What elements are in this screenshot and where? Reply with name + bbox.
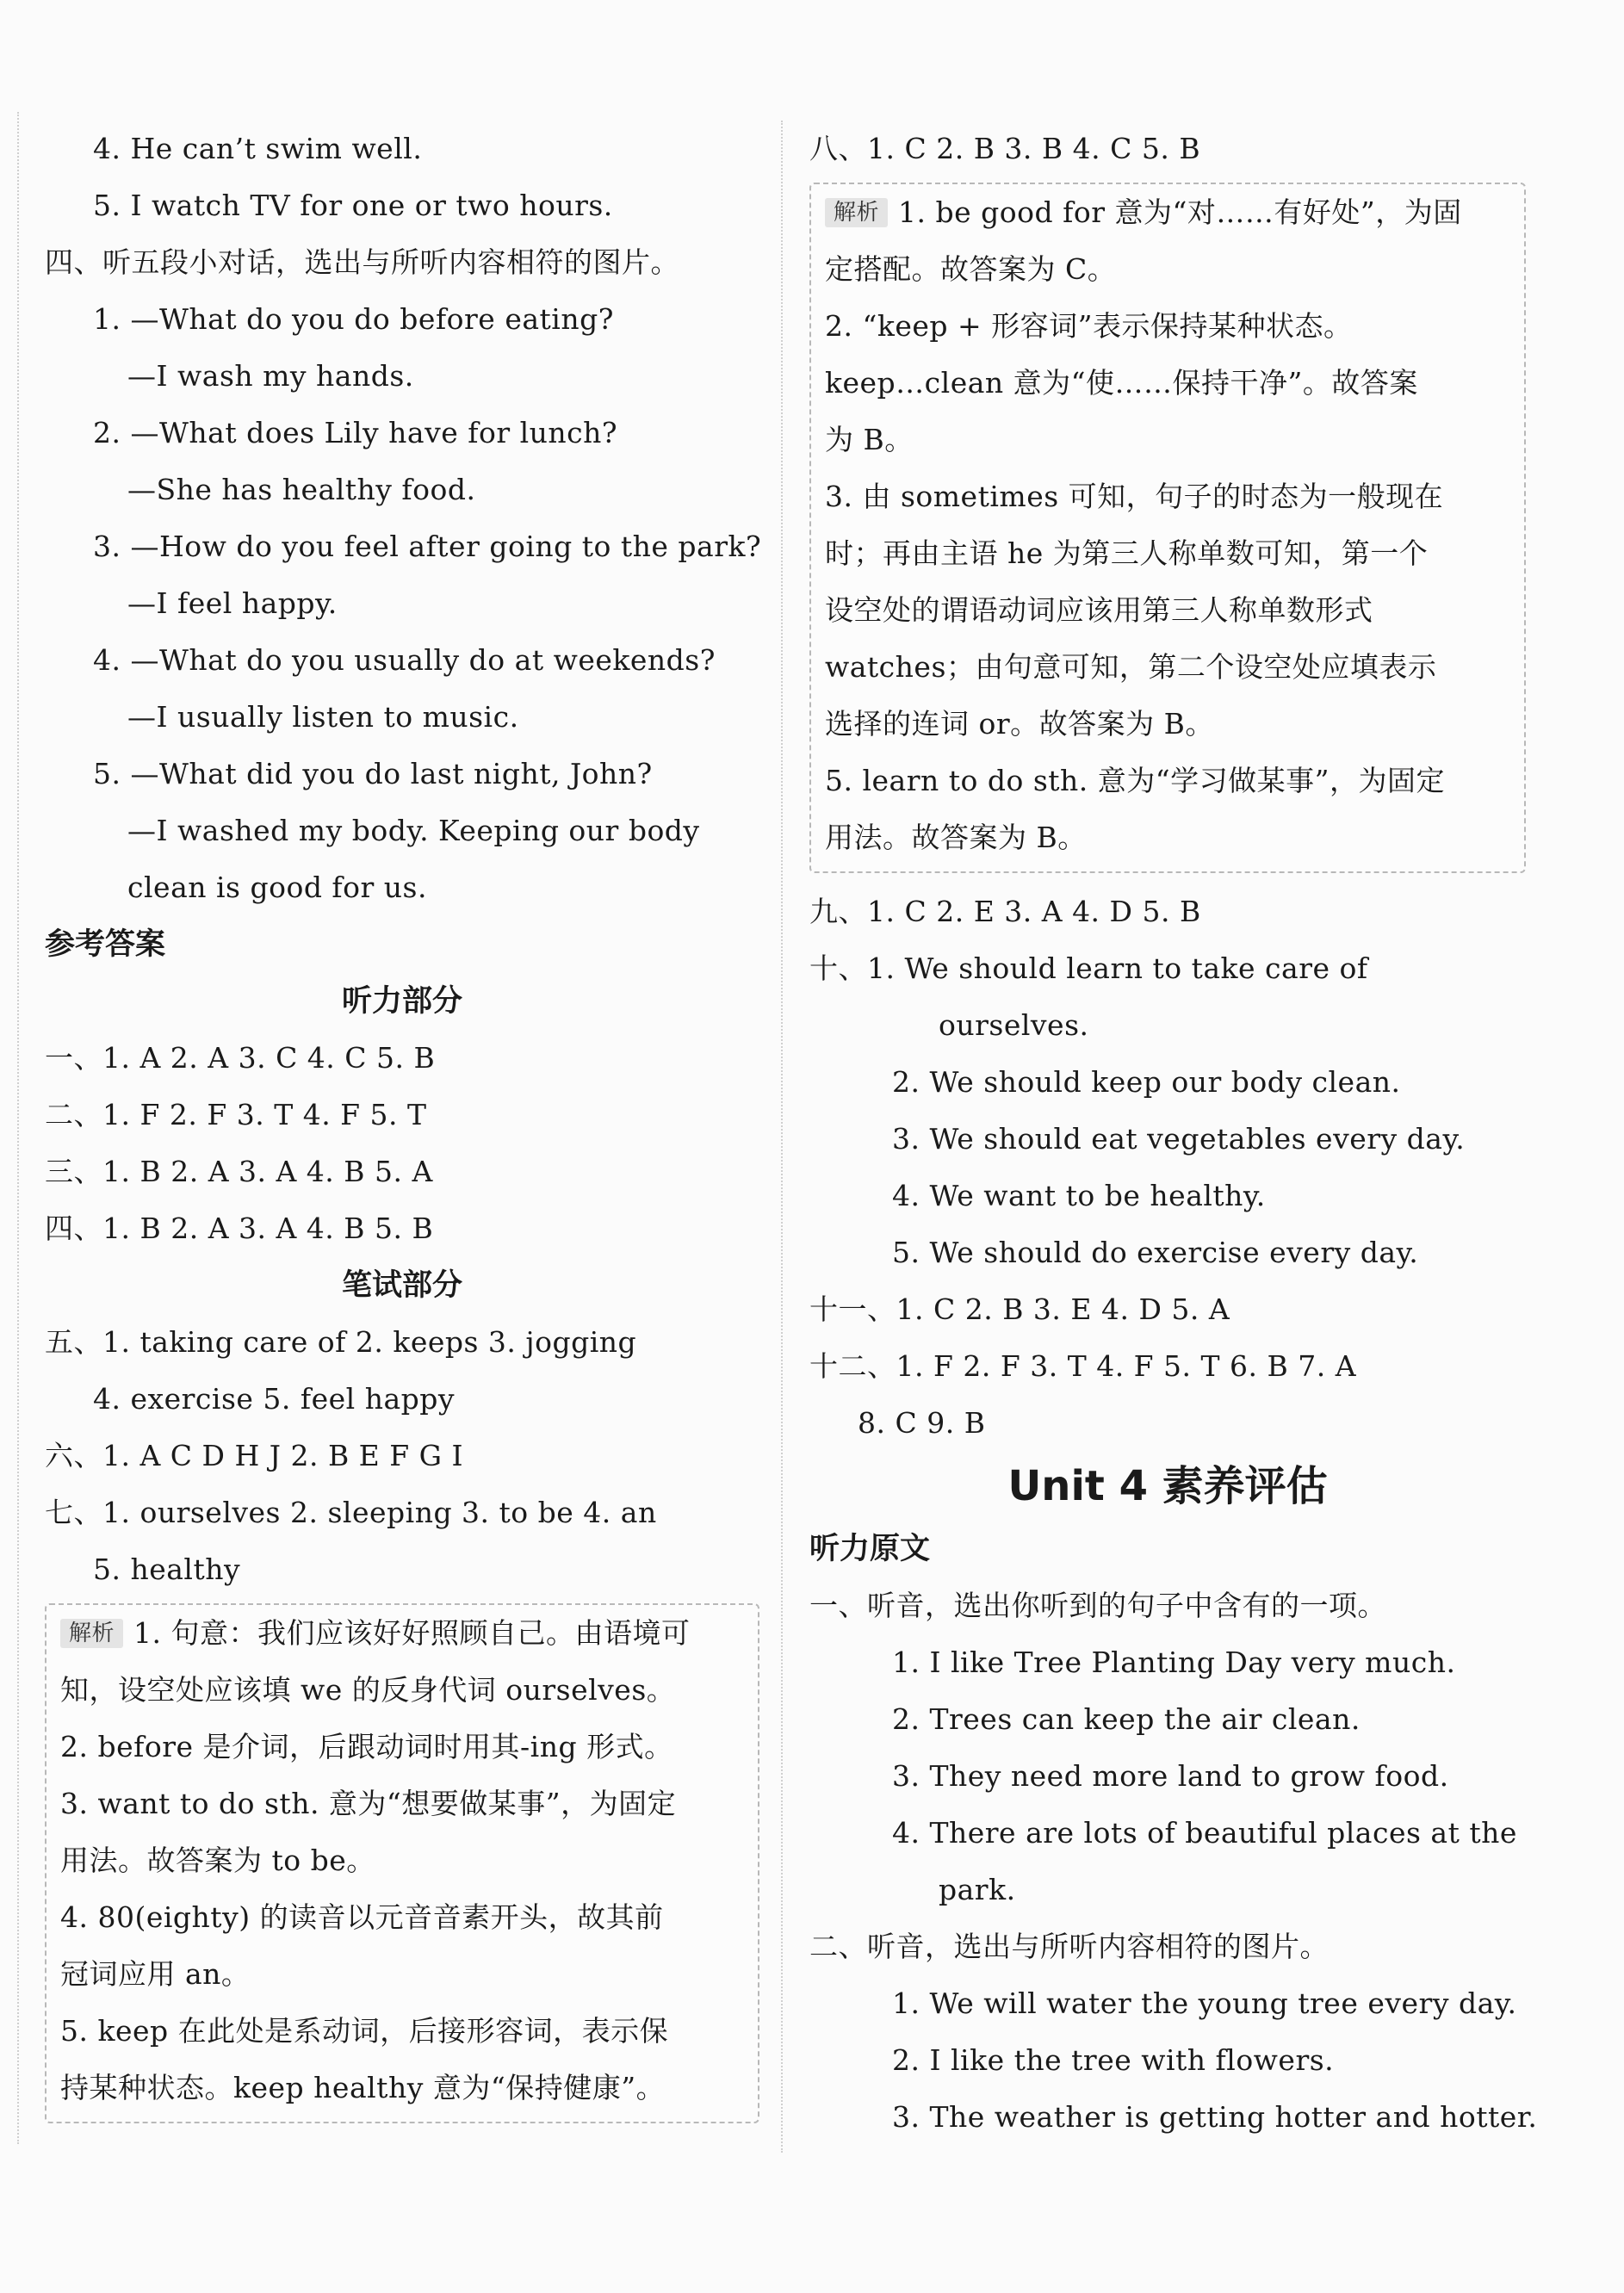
script-title: 听力原文 [809,1532,931,1566]
answer-row: 三、1. B 2. A 3. A 4. B 5. A [45,1155,433,1188]
left-column [45,121,762,2134]
answer-row: 四、1. B 2. A 3. A 4. B 5. B [45,1212,434,1245]
script-line: 3. The weather is getting hotter and hotter. [892,2100,1538,2134]
answer-row: 十一、1. C 2. B 3. E 4. D 5. A [809,1292,1230,1326]
answer-row: 五、1. taking care of 2. keeps 3. jogging [45,1325,637,1359]
answer-row: 十、1. We should learn to take care of [809,951,1368,985]
answer-row: 4. exercise 5. feel happy [93,1382,456,1416]
analysis-line: 时；再由主语 he 为第三人称单数可知，第一个 [825,536,1429,570]
answer-row: 十二、1. F 2. F 3. T 4. F 5. T 6. B 7. A [809,1349,1357,1383]
answer-row: 5. healthy [93,1552,241,1586]
answer-row: 一、1. A 2. A 3. C 4. C 5. B [45,1041,436,1075]
dialogue-question: 5. —What did you do last night, John? [93,757,653,790]
answer-row: 4. We want to be healthy. [892,1179,1266,1212]
analysis-line: 5. keep 在此处是系动词，后接形容词，表示保 [60,2014,669,2048]
analysis-line: 4. 80(eighty) 的读音以元音音素开头，故其前 [60,1900,664,1934]
answers-title: 参考答案 [45,927,166,962]
answer-row-cont: 8. C 9. B [858,1406,986,1440]
analysis-text: 1. be good for 意为“对……有好处”，为固 [898,195,1462,229]
script-line: 1. We will water the young tree every day. [892,1986,1517,2020]
transcript-line: 5. I watch TV for one or two hours. [93,189,613,222]
listening-head: 听力部分 [341,984,462,1019]
analysis-line: keep…clean 意为“使……保持干净”。故答案 [825,366,1418,400]
dialogue-question: 3. —How do you feel after going to the park? [93,530,762,563]
analysis-line: 选择的连词 or。故答案为 B。 [825,707,1214,741]
analysis-line: 用法。故答案为 B。 [825,821,1087,854]
analysis-line: 用法。故答案为 to be。 [60,1844,375,1877]
section-title: 四、听五段小对话，选出与所听内容相符的图片。 [45,245,679,279]
analysis-tag: 解析 [825,198,888,227]
dialogue-answer: —I usually listen to music. [127,700,519,734]
analysis-line: 为 B。 [825,423,914,456]
section-title: 二、听音，选出与所听内容相符的图片。 [809,1930,1329,1963]
analysis-tag: 解析 [60,1619,123,1648]
left-margin-rule [17,112,19,2144]
analysis-line: 5. learn to do sth. 意为“学习做某事”，为固定 [825,764,1446,797]
analysis-line: 持某种状态。keep healthy 意为“保持健康”。 [60,2071,666,2104]
column-divider [781,121,783,2153]
dialogue-question: 2. —What does Lily have for lunch? [93,416,618,449]
dialogue-answer: —I feel happy. [127,586,338,620]
answer-row: 六、1. A C D H J 2. B E F G I [45,1439,464,1472]
script-line: 3. They need more land to grow food. [892,1759,1449,1793]
script-line: 2. Trees can keep the air clean. [892,1702,1361,1736]
analysis-box [809,183,1526,873]
analysis-line [60,1605,744,1662]
analysis-line: 设空处的谓语动词应该用第三人称单数形式 [825,593,1373,627]
answer-row: 5. We should do exercise every day. [892,1236,1419,1269]
analysis-text: 1. 句意：我们应该好好照顾自己。由语境可 [133,1616,691,1650]
analysis-box [45,1603,759,2123]
analysis-line: 知，设空处应该填 we 的反身代词 ourselves。 [60,1673,676,1707]
script-line: 4. There are lots of beautiful places at the [892,1816,1517,1850]
analysis-line: watches；由句意可知，第二个设空处应填表示 [825,650,1437,684]
analysis-line: 定搭配。故答案为 C。 [825,252,1117,286]
answer-row: 二、1. F 2. F 3. T 4. F 5. T [45,1098,427,1131]
answer-row: 九、1. C 2. E 3. A 4. D 5. B [809,895,1201,928]
script-line-cont: park. [939,1873,1016,1906]
unit-title: Unit 4 素养评估 [1007,1462,1328,1510]
script-line: 1. I like Tree Planting Day very much. [892,1645,1456,1679]
written-head: 笔试部分 [341,1268,462,1303]
dialogue-answer: —I washed my body. Keeping our body [127,814,700,847]
analysis-line: 3. 由 sometimes 可知，句子的时态为一般现在 [825,480,1444,513]
analysis-line [825,184,1510,241]
answer-row-cont: ourselves. [939,1008,1089,1042]
answer-row: 2. We should keep our body clean. [892,1065,1401,1099]
analysis-line: 2. “keep + 形容词”表示保持某种状态。 [825,309,1353,343]
right-column [809,121,1538,2146]
dialogue-question: 1. —What do you do before eating? [93,302,614,336]
answer-row: 3. We should eat vegetables every day. [892,1122,1466,1156]
analysis-line: 冠词应用 an。 [60,1957,251,1991]
answer-row: 八、1. C 2. B 3. B 4. C 5. B [809,132,1201,165]
answer-row: 七、1. ourselves 2. sleeping 3. to be 4. an [45,1496,657,1529]
dialogue-answer: —I wash my hands. [127,359,414,393]
dialogue-question: 4. —What do you usually do at weekends? [93,643,716,677]
dialogue-answer-cont: clean is good for us. [127,871,427,904]
transcript-line: 4. He can’t swim well. [93,132,423,165]
dialogue-answer: —She has healthy food. [127,473,476,506]
analysis-line: 2. before 是介词，后跟动词时用其-ing 形式。 [60,1730,673,1763]
section-title: 一、听音，选出你听到的句子中含有的一项。 [809,1589,1386,1622]
analysis-line: 3. want to do sth. 意为“想要做某事”，为固定 [60,1787,677,1820]
script-line: 2. I like the tree with flowers. [892,2043,1335,2077]
